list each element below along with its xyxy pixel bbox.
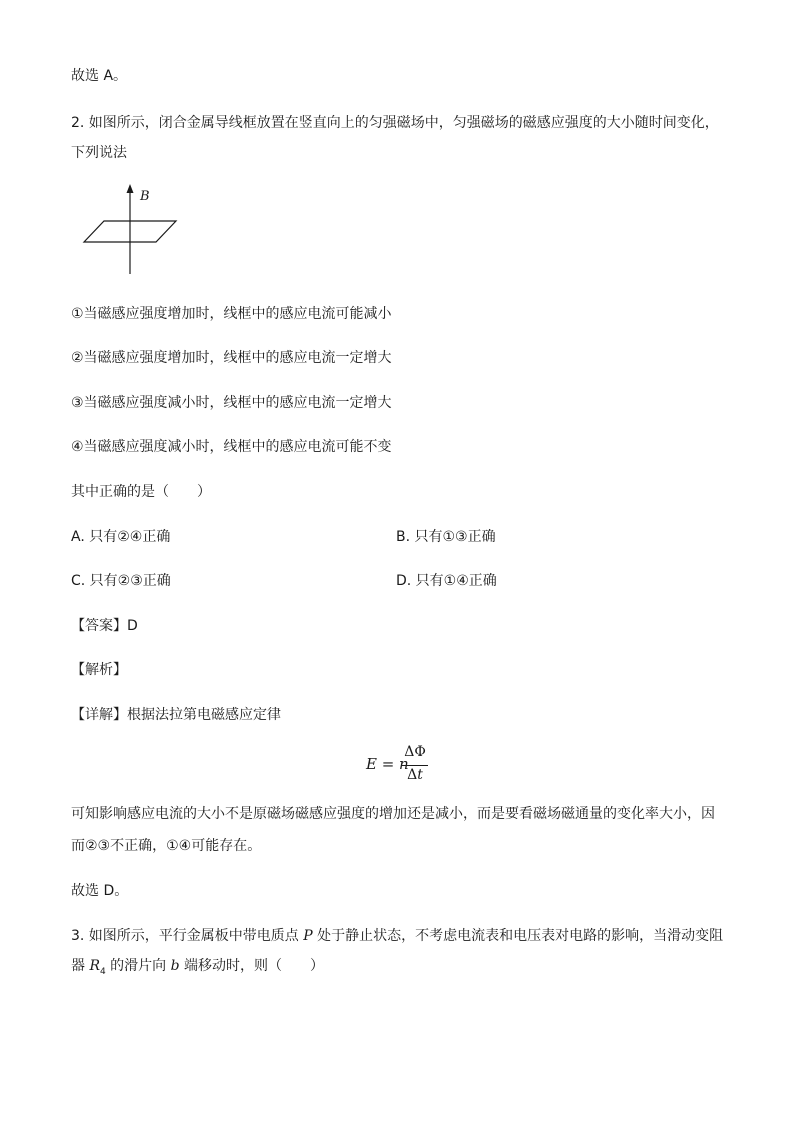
q2-prompt: 其中正确的是（ ） xyxy=(71,484,211,500)
magnetic-field-figure xyxy=(78,182,188,276)
analysis-tag: 【解析】 xyxy=(71,662,127,678)
q3-var-r: R xyxy=(89,958,100,974)
faraday-formula xyxy=(360,744,440,788)
q3-line2-part-c: 端移动时，则（ ） xyxy=(179,958,325,974)
option-c: C. 只有②③正确 xyxy=(71,573,171,589)
detail-text: 根据法拉第电磁感应定律 xyxy=(127,707,281,723)
detail-line xyxy=(71,705,281,725)
q3-var-p: P xyxy=(303,928,313,944)
explain-line1: 可知影响感应电流的大小不是原磁场磁感应强度的增加还是减小，而是要看磁场磁通量的变化率大小，因 xyxy=(71,806,715,822)
q3-var-b: b xyxy=(170,958,180,974)
q3-stem-line2 xyxy=(71,956,324,982)
option-d: D. 只有①④正确 xyxy=(396,573,497,589)
q3-line1-part-a: 3. 如图所示，平行金属板中带电质点 xyxy=(71,928,304,944)
answer-value: D xyxy=(127,618,138,634)
formula-numerator: ΔΦ xyxy=(404,744,426,760)
formula-denominator-delta: Δ xyxy=(407,767,418,783)
q2-stem-line1: 2. 如图所示，闭合金属导线框放置在竖直向上的匀强磁场中，匀强磁场的磁感应强度的大小随时间变化， xyxy=(71,115,719,131)
answer-line xyxy=(71,616,138,636)
q2-conclusion: 故选 D。 xyxy=(71,883,129,899)
statement-4: ④当磁感应强度减小时，线框中的感应电流可能不变 xyxy=(71,439,392,455)
statement-2: ②当磁感应强度增加时，线框中的感应电流一定增大 xyxy=(71,350,392,366)
statement-3: ③当磁感应强度减小时，线框中的感应电流一定增大 xyxy=(71,395,392,411)
q3-line2-part-b: 的滑片向 xyxy=(105,958,171,974)
formula-lhs: E = n xyxy=(366,755,409,773)
q3-line2-part-a: 器 xyxy=(71,958,90,974)
field-arrow-head xyxy=(127,184,134,193)
option-a: A. 只有②④正确 xyxy=(71,529,171,545)
formula-denominator-var: t xyxy=(417,767,423,783)
wire-frame-diagram xyxy=(78,182,188,276)
field-label-b: B xyxy=(140,189,150,204)
q3-var-r-subscript: 4 xyxy=(100,966,106,977)
answer-tag: 【答案】 xyxy=(71,618,127,634)
explain-line2: 而②③不正确，①④可能存在。 xyxy=(71,838,262,854)
option-b: B. 只有①③正确 xyxy=(396,529,496,545)
formula-fraction-bar xyxy=(402,765,428,766)
detail-tag: 【详解】 xyxy=(71,707,127,723)
previous-conclusion: 故选 A。 xyxy=(71,68,128,84)
formula-denominator xyxy=(402,767,428,783)
q2-stem-line2: 下列说法 xyxy=(71,145,127,161)
statement-1: ①当磁感应强度增加时，线框中的感应电流可能减小 xyxy=(71,306,392,322)
q3-stem-line1 xyxy=(71,926,723,946)
q3-line1-part-b: 处于静止状态，不考虑电流表和电压表对电路的影响，当滑动变阻 xyxy=(312,928,724,944)
